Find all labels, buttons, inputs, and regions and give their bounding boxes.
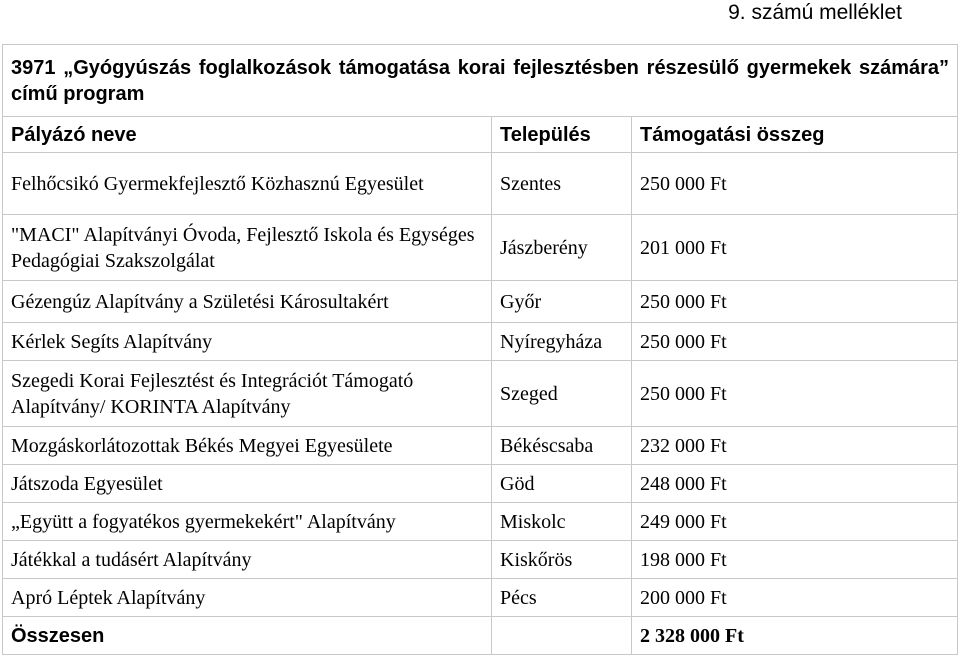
settlement-name: Nyíregyháza	[492, 323, 632, 361]
header-settlement: Település	[492, 117, 632, 153]
table-row	[3, 281, 958, 323]
grant-amount: 250 000 Ft	[632, 361, 958, 427]
total-label: Összesen	[3, 617, 492, 655]
grant-amount: 200 000 Ft	[632, 579, 958, 617]
grant-amount: 248 000 Ft	[632, 465, 958, 503]
table-row	[3, 503, 958, 541]
settlement-name: Győr	[492, 281, 632, 323]
applicant-name: Szegedi Korai Fejlesztést és Integrációt Támogató Alapítvány/ KORINTA Alapítvány	[3, 361, 492, 427]
table-row	[3, 361, 958, 427]
applicant-name: Játszoda Egyesület	[3, 465, 492, 503]
grant-amount: 250 000 Ft	[632, 323, 958, 361]
total-amount: 2 328 000 Ft	[632, 617, 958, 655]
settlement-name: Szeged	[492, 361, 632, 427]
total-settlement-empty	[492, 617, 632, 655]
settlement-name: Göd	[492, 465, 632, 503]
table-row	[3, 153, 958, 215]
grant-amount: 249 000 Ft	[632, 503, 958, 541]
applicant-name: "MACI" Alapítványi Óvoda, Fejlesztő Iskola és Egységes Pedagógiai Szakszolgálat	[3, 215, 492, 281]
grant-table	[2, 44, 958, 655]
applicant-name: Mozgáskorlátozottak Békés Megyei Egyesülete	[3, 427, 492, 465]
applicant-name: Kérlek Segíts Alapítvány	[3, 323, 492, 361]
table-row	[3, 465, 958, 503]
table-row	[3, 427, 958, 465]
grant-amount: 250 000 Ft	[632, 153, 958, 215]
grant-amount: 198 000 Ft	[632, 541, 958, 579]
applicant-name: Játékkal a tudásért Alapítvány	[3, 541, 492, 579]
grant-amount: 232 000 Ft	[632, 427, 958, 465]
table-row	[3, 579, 958, 617]
settlement-name: Kiskőrös	[492, 541, 632, 579]
applicant-name: Gézengúz Alapítvány a Születési Károsultakért	[3, 281, 492, 323]
grant-amount: 250 000 Ft	[632, 281, 958, 323]
header-applicant: Pályázó neve	[3, 117, 492, 153]
settlement-name: Pécs	[492, 579, 632, 617]
applicant-name: Felhőcsikó Gyermekfejlesztő Közhasznú Egyesület	[3, 153, 492, 215]
grant-amount: 201 000 Ft	[632, 215, 958, 281]
program-title: 3971 „Gyógyúszás foglalkozások támogatása korai fejlesztésben részesülő gyermekek számára” című program	[3, 45, 958, 117]
settlement-name: Békéscsaba	[492, 427, 632, 465]
title-row	[3, 45, 958, 117]
applicant-name: Apró Léptek Alapítvány	[3, 579, 492, 617]
annex-label: 9. számú melléklet	[728, 1, 902, 24]
table-row	[3, 215, 958, 281]
table-row	[3, 323, 958, 361]
total-row	[3, 617, 958, 655]
settlement-name: Szentes	[492, 153, 632, 215]
table-row	[3, 541, 958, 579]
settlement-name: Miskolc	[492, 503, 632, 541]
settlement-name: Jászberény	[492, 215, 632, 281]
header-row	[3, 117, 958, 153]
header-amount: Támogatási összeg	[632, 117, 958, 153]
applicant-name: „Együtt a fogyatékos gyermekekért" Alapítvány	[3, 503, 492, 541]
